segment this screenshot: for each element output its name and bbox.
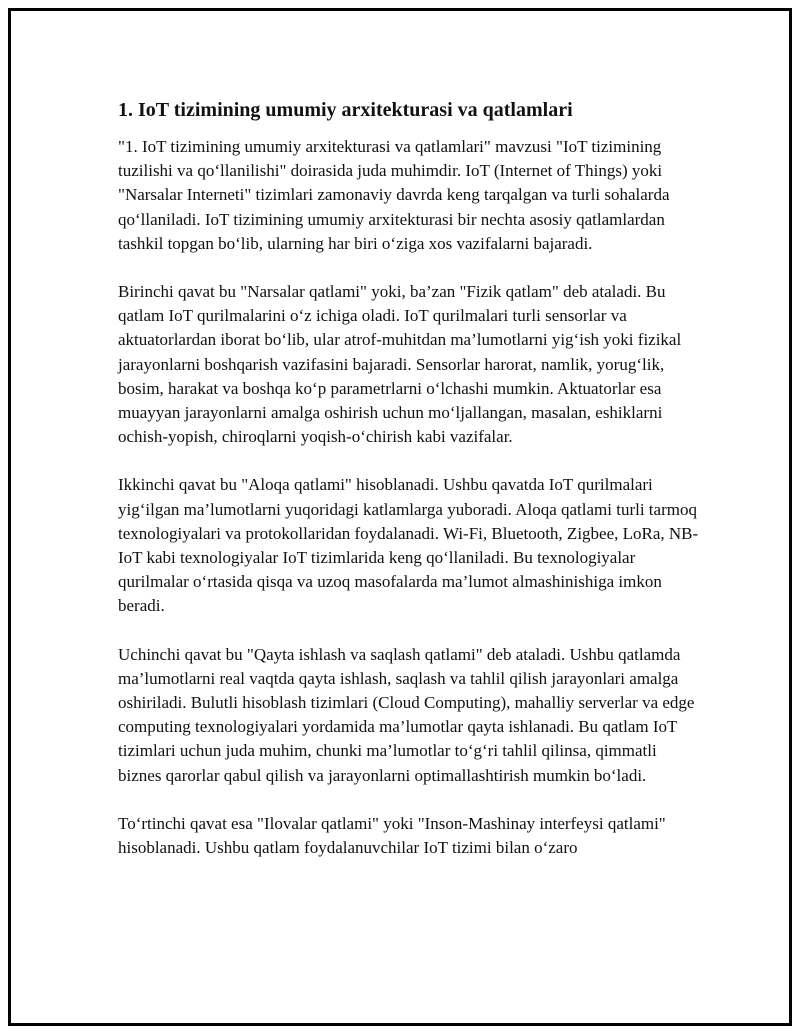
paragraph-second-layer: Ikkinchi qavat bu "Aloqa qatlami" hisoblanadi. Ushbu qavatda IoT qurilmalari yig‘ilgan ma’lumotlarni yuqoridagi katlamlarga yuboradi. Aloqa qatlami turli tarmoq texnologiyalari va protokollaridan foydalanadi. Wi-Fi, Bluetooth, Zigbee, LoRa, NB-IoT kabi texnologiyalar IoT tizimlarida keng qo‘llaniladi. Bu texnologiyalar qurilmalar o‘rtasida qisqa va uzoq masofalarda ma’lumot almashinishiga imkon beradi.	[118, 475, 699, 616]
paragraph-fourth-layer: To‘rtinchi qavat esa "Ilovalar qatlami" yoki "Inson-Mashinay interfeysi qatlami" hisoblanadi. Ushbu qatlam foydalanuvchilar IoT tizimi bilan o‘zaro	[118, 813, 666, 858]
paragraph-third-layer: Uchinchi qavat bu "Qayta ishlash va saqlash qatlami" deb ataladi. Ushbu qatlamda ma’lumotlarni real vaqtda qayta ishlash, saqlash va tahlil qilish jarayonlari amalga oshiriladi. Bulutli hisoblash tizimlari (Cloud Computing), mahalliy serverlar va edge computing texnologiyalari yordamida ma’lumotlar qayta ishlanadi. Bu qatlam IoT tizimlari uchun juda muhim, chunki ma’lumotlar to‘g‘ri tahlil qilinsa, qimmatli biznes qarorlar qabul qilish va jarayonlarni optimallashtirish mumkin bo‘ladi.	[118, 644, 695, 785]
document-body	[118, 97, 703, 884]
section-title: 1. IoT tizimining umumiy arxitekturasi va qatlamlari	[118, 99, 573, 121]
paragraph-intro: "1. IoT tizimining umumiy arxitekturasi va qatlamlari" mavzusi "IoT tizimining tuzilishi va qo‘llanilishi" doirasida juda muhimdir. IoT (Internet of Things) yoki "Narsalar Interneti" tizimlari zamonaviy davrda keng tarqalgan va turli sohalarda qo‘llaniladi. IoT tizimining umumiy arxitekturasi bir nechta asosiy qatlamlardan tashkil topgan bo‘lib, ularning har biri o‘ziga xos vazifalarni bajaradi.	[118, 137, 670, 253]
page-frame	[8, 8, 792, 1026]
paragraph-first-layer: Birinchi qavat bu "Narsalar qatlami" yoki, ba’zan "Fizik qatlam" deb ataladi. Bu qatlam IoT qurilmalarini o‘z ichiga oladi. IoT qurilmalari turli sensorlar va aktuatorlardan iborat bo‘lib, ular atrof-muhitdan ma’lumotlarni yig‘ish yoki fizikal jarayonlarni boshqarish vazifasini bajaradi. Sensorlar harorat, namlik, yorug‘lik, bosim, harakat va boshqa ko‘p parametrlarni o‘lchashi mumkin. Aktuatorlar esa muayyan jarayonlarni amalga oshirish uchun mo‘ljallangan, masalan, eshiklarni ochish-yopish, chiroqlarni yoqish-o‘chirish kabi vazifalar.	[118, 282, 682, 447]
